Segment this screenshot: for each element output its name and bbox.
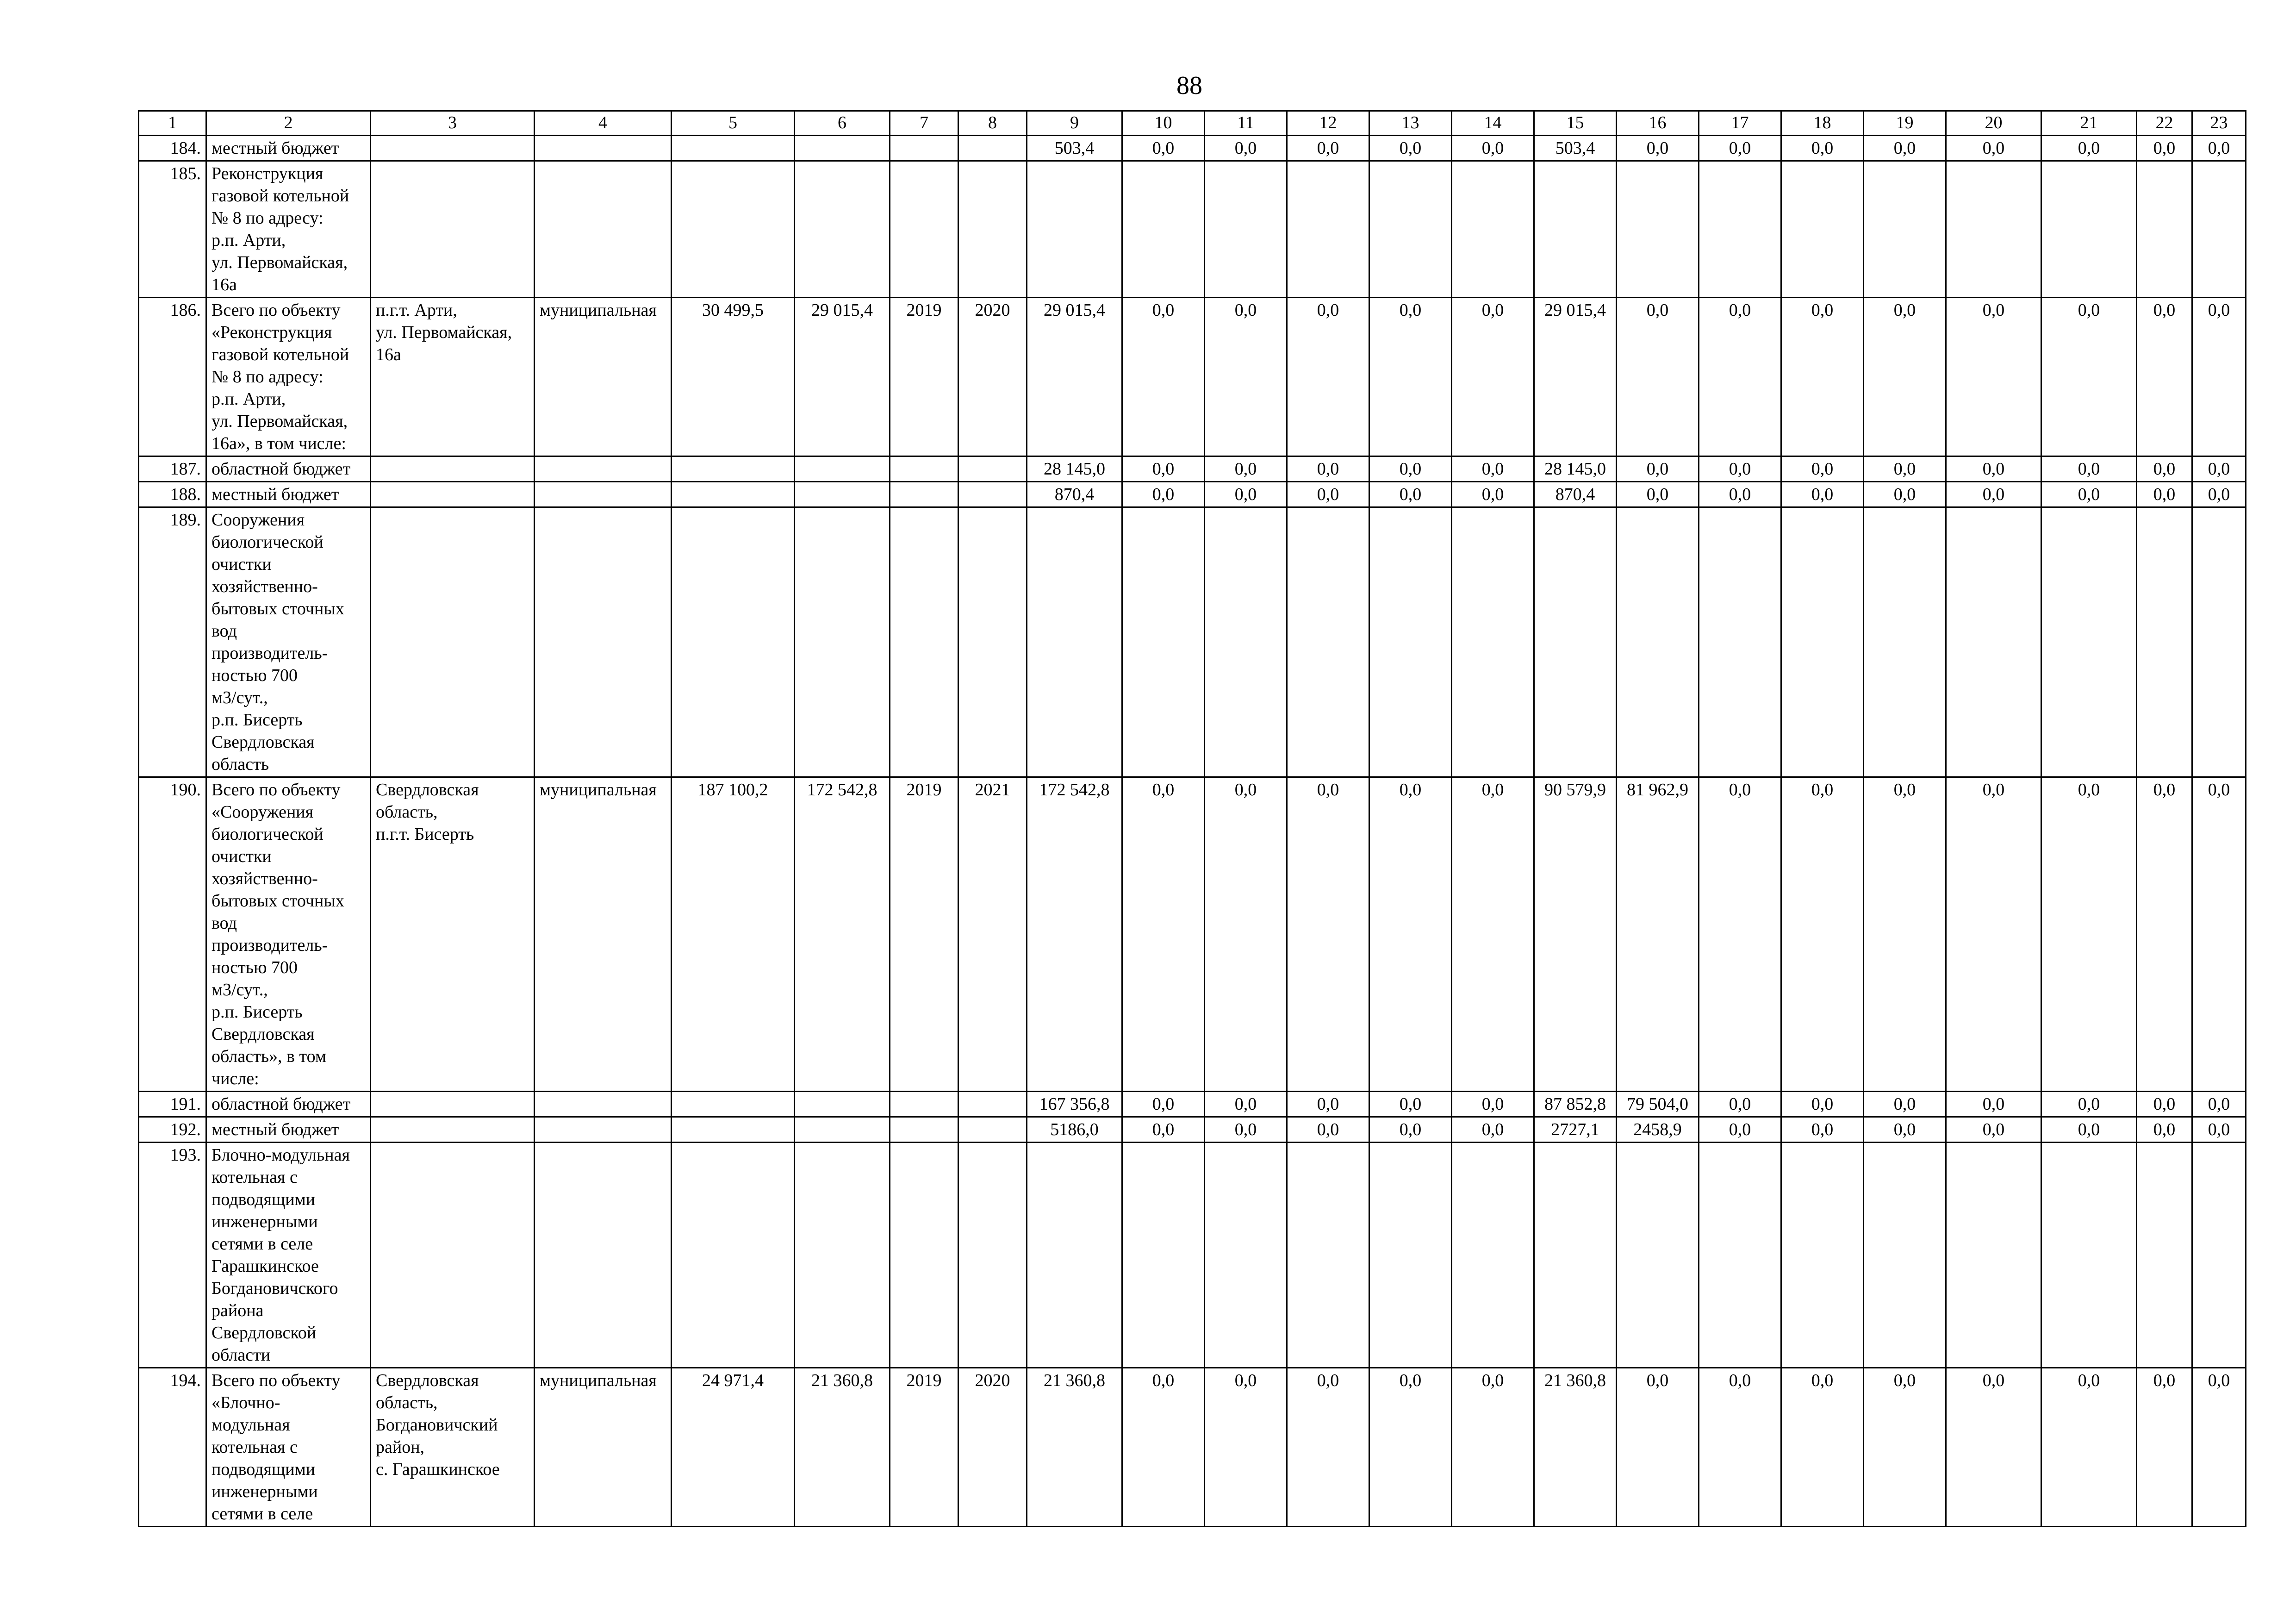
amount-cell: 0,0 bbox=[1122, 482, 1205, 507]
amount-cell: 0,0 bbox=[1287, 482, 1369, 507]
amount-cell bbox=[1534, 1143, 1617, 1368]
amount-cell: 81 962,9 bbox=[1617, 777, 1699, 1092]
amount-cell: 503,4 bbox=[1534, 136, 1617, 161]
end-year-cell bbox=[958, 1092, 1027, 1117]
amount-cell: 870,4 bbox=[1027, 482, 1122, 507]
ownership-cell bbox=[535, 136, 672, 161]
amount-cell: 0,0 bbox=[2137, 136, 2192, 161]
amount-cell: 0,0 bbox=[2041, 1092, 2137, 1117]
amount-cell bbox=[1699, 507, 1781, 777]
amount-cell: 0,0 bbox=[1864, 1092, 1946, 1117]
amount-cell: 0,0 bbox=[1452, 1368, 1534, 1527]
amount-cell: 0,0 bbox=[1617, 1368, 1699, 1527]
amount-cell: 0,0 bbox=[1699, 456, 1781, 482]
estimated-cost-cell bbox=[672, 507, 795, 777]
amount-cell bbox=[1205, 1143, 1287, 1368]
end-year-cell: 2021 bbox=[958, 777, 1027, 1092]
amount-cell bbox=[1946, 507, 2041, 777]
amount-cell bbox=[1122, 1143, 1205, 1368]
amount-cell: 0,0 bbox=[1781, 1092, 1864, 1117]
amount-cell: 503,4 bbox=[1027, 136, 1122, 161]
start-year-cell bbox=[890, 507, 958, 777]
ownership-cell bbox=[535, 1143, 672, 1368]
column-number-cell: 3 bbox=[371, 111, 535, 136]
amount-cell: 21 360,8 bbox=[1534, 1368, 1617, 1527]
amount-cell: 0,0 bbox=[1699, 298, 1781, 456]
column-number-cell: 6 bbox=[795, 111, 890, 136]
column-number-cell: 9 bbox=[1027, 111, 1122, 136]
ownership-cell bbox=[535, 1092, 672, 1117]
amount-cell: 0,0 bbox=[1205, 1117, 1287, 1143]
remaining-cost-cell bbox=[795, 1143, 890, 1368]
amount-cell: 0,0 bbox=[1452, 1117, 1534, 1143]
object-name-cell: областной бюджет bbox=[206, 456, 371, 482]
start-year-cell bbox=[890, 482, 958, 507]
amount-cell: 0,0 bbox=[1864, 1117, 1946, 1143]
address-cell bbox=[371, 136, 535, 161]
amount-cell: 0,0 bbox=[2192, 1368, 2246, 1527]
column-number-cell: 13 bbox=[1369, 111, 1452, 136]
ownership-cell: муниципальная bbox=[535, 298, 672, 456]
amount-cell: 0,0 bbox=[1122, 456, 1205, 482]
amount-cell: 28 145,0 bbox=[1027, 456, 1122, 482]
column-number-cell: 23 bbox=[2192, 111, 2246, 136]
column-number-cell: 4 bbox=[535, 111, 672, 136]
column-number-cell: 7 bbox=[890, 111, 958, 136]
row-number-cell: 191. bbox=[139, 1092, 206, 1117]
object-name-cell: местный бюджет bbox=[206, 1117, 371, 1143]
table-row bbox=[139, 777, 2246, 1092]
amount-cell: 0,0 bbox=[1617, 482, 1699, 507]
amount-cell: 0,0 bbox=[1699, 136, 1781, 161]
amount-cell: 0,0 bbox=[1864, 136, 1946, 161]
object-name-cell: Всего по объекту «Сооружения биологической очистки хозяйственно- бытовых сточных вод производитель- ностью 700 м3/сут., р.п. Бисерть Свердловская область», в том числе: bbox=[206, 777, 371, 1092]
object-name-cell: областной бюджет bbox=[206, 1092, 371, 1117]
amount-cell bbox=[1617, 1143, 1699, 1368]
amount-cell: 0,0 bbox=[1205, 1092, 1287, 1117]
amount-cell bbox=[1864, 1143, 1946, 1368]
estimated-cost-cell bbox=[672, 136, 795, 161]
amount-cell bbox=[2137, 1143, 2192, 1368]
end-year-cell bbox=[958, 161, 1027, 298]
amount-cell: 0,0 bbox=[2041, 777, 2137, 1092]
column-number-cell: 16 bbox=[1617, 111, 1699, 136]
amount-cell: 0,0 bbox=[2137, 1368, 2192, 1527]
amount-cell: 0,0 bbox=[1781, 777, 1864, 1092]
amount-cell bbox=[1781, 507, 1864, 777]
column-number-row bbox=[139, 111, 2246, 136]
remaining-cost-cell: 29 015,4 bbox=[795, 298, 890, 456]
address-cell bbox=[371, 161, 535, 298]
amount-cell bbox=[1864, 507, 1946, 777]
estimated-cost-cell bbox=[672, 1143, 795, 1368]
amount-cell: 0,0 bbox=[1287, 136, 1369, 161]
remaining-cost-cell: 172 542,8 bbox=[795, 777, 890, 1092]
amount-cell: 0,0 bbox=[1864, 1368, 1946, 1527]
amount-cell bbox=[1534, 507, 1617, 777]
amount-cell: 0,0 bbox=[1946, 298, 2041, 456]
column-number-cell: 5 bbox=[672, 111, 795, 136]
investment-table bbox=[138, 110, 2246, 1527]
amount-cell bbox=[1699, 161, 1781, 298]
amount-cell: 90 579,9 bbox=[1534, 777, 1617, 1092]
address-cell bbox=[371, 456, 535, 482]
amount-cell: 0,0 bbox=[1946, 1368, 2041, 1527]
amount-cell: 0,0 bbox=[1205, 482, 1287, 507]
amount-cell: 0,0 bbox=[1781, 456, 1864, 482]
amount-cell: 0,0 bbox=[1946, 777, 2041, 1092]
amount-cell bbox=[2137, 507, 2192, 777]
end-year-cell bbox=[958, 507, 1027, 777]
column-number-cell: 22 bbox=[2137, 111, 2192, 136]
row-number-cell: 187. bbox=[139, 456, 206, 482]
row-number-cell: 189. bbox=[139, 507, 206, 777]
start-year-cell bbox=[890, 161, 958, 298]
amount-cell: 0,0 bbox=[1122, 777, 1205, 1092]
estimated-cost-cell bbox=[672, 161, 795, 298]
end-year-cell bbox=[958, 482, 1027, 507]
amount-cell: 0,0 bbox=[1369, 136, 1452, 161]
column-number-cell: 12 bbox=[1287, 111, 1369, 136]
column-number-cell: 20 bbox=[1946, 111, 2041, 136]
column-number-cell: 8 bbox=[958, 111, 1027, 136]
amount-cell: 167 356,8 bbox=[1027, 1092, 1122, 1117]
start-year-cell: 2019 bbox=[890, 777, 958, 1092]
object-name-cell: Блочно-модульная котельная с подводящими инженерными сетями в селе Гарашкинское Богдановичского района Свердловской области bbox=[206, 1143, 371, 1368]
amount-cell bbox=[1369, 1143, 1452, 1368]
amount-cell: 0,0 bbox=[2192, 482, 2246, 507]
amount-cell bbox=[1781, 1143, 1864, 1368]
amount-cell: 0,0 bbox=[1617, 298, 1699, 456]
amount-cell bbox=[1617, 507, 1699, 777]
amount-cell: 0,0 bbox=[1781, 298, 1864, 456]
object-name-cell: местный бюджет bbox=[206, 482, 371, 507]
amount-cell bbox=[1781, 161, 1864, 298]
end-year-cell: 2020 bbox=[958, 1368, 1027, 1527]
amount-cell: 0,0 bbox=[2041, 1117, 2137, 1143]
row-number-cell: 192. bbox=[139, 1117, 206, 1143]
row-number-cell: 193. bbox=[139, 1143, 206, 1368]
amount-cell bbox=[1287, 1143, 1369, 1368]
estimated-cost-cell bbox=[672, 482, 795, 507]
amount-cell: 0,0 bbox=[1699, 777, 1781, 1092]
address-cell bbox=[371, 1092, 535, 1117]
remaining-cost-cell bbox=[795, 507, 890, 777]
table-row bbox=[139, 161, 2246, 298]
amount-cell bbox=[1617, 161, 1699, 298]
start-year-cell bbox=[890, 456, 958, 482]
address-cell: Свердловская область, п.г.т. Бисерть bbox=[371, 777, 535, 1092]
table-row bbox=[139, 456, 2246, 482]
amount-cell: 0,0 bbox=[1946, 1117, 2041, 1143]
amount-cell bbox=[1864, 161, 1946, 298]
amount-cell: 0,0 bbox=[1452, 456, 1534, 482]
object-name-cell: Реконструкция газовой котельной № 8 по адресу: р.п. Арти, ул. Первомайская, 16а bbox=[206, 161, 371, 298]
amount-cell: 0,0 bbox=[1287, 777, 1369, 1092]
amount-cell: 0,0 bbox=[1287, 1368, 1369, 1527]
column-number-cell: 17 bbox=[1699, 111, 1781, 136]
amount-cell: 0,0 bbox=[1781, 482, 1864, 507]
column-number-cell: 1 bbox=[139, 111, 206, 136]
start-year-cell bbox=[890, 136, 958, 161]
address-cell: Свердловская область, Богдановичский район, с. Гарашкинское bbox=[371, 1368, 535, 1527]
estimated-cost-cell: 24 971,4 bbox=[672, 1368, 795, 1527]
address-cell bbox=[371, 1117, 535, 1143]
amount-cell: 28 145,0 bbox=[1534, 456, 1617, 482]
estimated-cost-cell bbox=[672, 456, 795, 482]
end-year-cell bbox=[958, 1143, 1027, 1368]
row-number-cell: 185. bbox=[139, 161, 206, 298]
amount-cell bbox=[1287, 161, 1369, 298]
amount-cell: 0,0 bbox=[1122, 1117, 1205, 1143]
column-number-cell: 21 bbox=[2041, 111, 2137, 136]
table-row bbox=[139, 136, 2246, 161]
start-year-cell: 2019 bbox=[890, 1368, 958, 1527]
table-row bbox=[139, 507, 2246, 777]
remaining-cost-cell bbox=[795, 161, 890, 298]
amount-cell: 0,0 bbox=[2137, 482, 2192, 507]
amount-cell: 0,0 bbox=[1122, 298, 1205, 456]
amount-cell bbox=[1027, 161, 1122, 298]
table-body bbox=[139, 111, 2246, 1527]
amount-cell bbox=[2041, 507, 2137, 777]
amount-cell bbox=[1452, 507, 1534, 777]
address-cell bbox=[371, 507, 535, 777]
estimated-cost-cell bbox=[672, 1092, 795, 1117]
amount-cell: 0,0 bbox=[1781, 136, 1864, 161]
table-row bbox=[139, 482, 2246, 507]
amount-cell: 2727,1 bbox=[1534, 1117, 1617, 1143]
row-number-cell: 186. bbox=[139, 298, 206, 456]
amount-cell: 21 360,8 bbox=[1027, 1368, 1122, 1527]
amount-cell: 0,0 bbox=[1452, 482, 1534, 507]
amount-cell: 0,0 bbox=[2041, 298, 2137, 456]
amount-cell bbox=[1122, 507, 1205, 777]
amount-cell bbox=[1122, 161, 1205, 298]
estimated-cost-cell: 187 100,2 bbox=[672, 777, 795, 1092]
amount-cell: 0,0 bbox=[1864, 298, 1946, 456]
column-number-cell: 2 bbox=[206, 111, 371, 136]
amount-cell bbox=[1452, 161, 1534, 298]
table-row bbox=[139, 1117, 2246, 1143]
amount-cell bbox=[1369, 507, 1452, 777]
amount-cell: 0,0 bbox=[1699, 1368, 1781, 1527]
ownership-cell bbox=[535, 456, 672, 482]
amount-cell: 0,0 bbox=[1617, 456, 1699, 482]
object-name-cell: Всего по объекту «Блочно- модульная котельная с подводящими инженерными сетями в селе bbox=[206, 1368, 371, 1527]
start-year-cell bbox=[890, 1117, 958, 1143]
amount-cell: 0,0 bbox=[1946, 456, 2041, 482]
amount-cell bbox=[1452, 1143, 1534, 1368]
amount-cell: 0,0 bbox=[1369, 1092, 1452, 1117]
amount-cell: 0,0 bbox=[2137, 777, 2192, 1092]
amount-cell bbox=[1369, 161, 1452, 298]
amount-cell: 0,0 bbox=[1205, 298, 1287, 456]
amount-cell: 0,0 bbox=[1369, 1117, 1452, 1143]
page-number: 88 bbox=[1176, 71, 1202, 100]
amount-cell bbox=[1946, 1143, 2041, 1368]
remaining-cost-cell bbox=[795, 1092, 890, 1117]
amount-cell: 0,0 bbox=[2041, 136, 2137, 161]
object-name-cell: Всего по объекту «Реконструкция газовой котельной № 8 по адресу: р.п. Арти, ул. Первомайская, 16а», в том числе: bbox=[206, 298, 371, 456]
ownership-cell: муниципальная bbox=[535, 1368, 672, 1527]
amount-cell: 0,0 bbox=[2137, 1117, 2192, 1143]
amount-cell: 0,0 bbox=[2137, 456, 2192, 482]
amount-cell: 870,4 bbox=[1534, 482, 1617, 507]
end-year-cell bbox=[958, 136, 1027, 161]
ownership-cell bbox=[535, 507, 672, 777]
row-number-cell: 184. bbox=[139, 136, 206, 161]
table-row bbox=[139, 1092, 2246, 1117]
amount-cell bbox=[1205, 507, 1287, 777]
estimated-cost-cell: 30 499,5 bbox=[672, 298, 795, 456]
amount-cell bbox=[1946, 161, 2041, 298]
amount-cell: 0,0 bbox=[1369, 298, 1452, 456]
start-year-cell bbox=[890, 1092, 958, 1117]
column-number-cell: 15 bbox=[1534, 111, 1617, 136]
amount-cell: 0,0 bbox=[2137, 1092, 2192, 1117]
amount-cell: 0,0 bbox=[1452, 136, 1534, 161]
remaining-cost-cell bbox=[795, 482, 890, 507]
column-number-cell: 19 bbox=[1864, 111, 1946, 136]
amount-cell: 87 852,8 bbox=[1534, 1092, 1617, 1117]
end-year-cell bbox=[958, 456, 1027, 482]
amount-cell bbox=[1027, 507, 1122, 777]
amount-cell: 0,0 bbox=[1205, 456, 1287, 482]
amount-cell: 0,0 bbox=[1452, 298, 1534, 456]
amount-cell: 0,0 bbox=[2137, 298, 2192, 456]
amount-cell: 0,0 bbox=[1946, 482, 2041, 507]
object-name-cell: местный бюджет bbox=[206, 136, 371, 161]
amount-cell: 0,0 bbox=[1369, 456, 1452, 482]
remaining-cost-cell: 21 360,8 bbox=[795, 1368, 890, 1527]
amount-cell: 0,0 bbox=[1122, 136, 1205, 161]
end-year-cell: 2020 bbox=[958, 298, 1027, 456]
column-number-cell: 14 bbox=[1452, 111, 1534, 136]
remaining-cost-cell bbox=[795, 456, 890, 482]
amount-cell: 0,0 bbox=[2192, 298, 2246, 456]
remaining-cost-cell bbox=[795, 1117, 890, 1143]
amount-cell: 0,0 bbox=[1864, 456, 1946, 482]
amount-cell: 0,0 bbox=[1122, 1092, 1205, 1117]
remaining-cost-cell bbox=[795, 136, 890, 161]
table-row bbox=[139, 298, 2246, 456]
amount-cell: 0,0 bbox=[1122, 1368, 1205, 1527]
amount-cell: 0,0 bbox=[2192, 456, 2246, 482]
ownership-cell bbox=[535, 482, 672, 507]
amount-cell: 0,0 bbox=[1864, 482, 1946, 507]
amount-cell bbox=[2137, 161, 2192, 298]
address-cell: п.г.т. Арти, ул. Первомайская, 16а bbox=[371, 298, 535, 456]
column-number-cell: 18 bbox=[1781, 111, 1864, 136]
ownership-cell bbox=[535, 1117, 672, 1143]
amount-cell bbox=[1027, 1143, 1122, 1368]
amount-cell: 0,0 bbox=[2192, 1092, 2246, 1117]
amount-cell: 29 015,4 bbox=[1534, 298, 1617, 456]
start-year-cell: 2019 bbox=[890, 298, 958, 456]
amount-cell: 0,0 bbox=[1205, 136, 1287, 161]
amount-cell: 0,0 bbox=[1781, 1368, 1864, 1527]
amount-cell: 29 015,4 bbox=[1027, 298, 1122, 456]
amount-cell: 0,0 bbox=[1452, 1092, 1534, 1117]
amount-cell bbox=[1534, 161, 1617, 298]
amount-cell: 0,0 bbox=[1287, 1117, 1369, 1143]
amount-cell: 0,0 bbox=[1781, 1117, 1864, 1143]
amount-cell bbox=[1287, 507, 1369, 777]
amount-cell: 0,0 bbox=[1287, 1092, 1369, 1117]
amount-cell bbox=[2192, 507, 2246, 777]
amount-cell: 5186,0 bbox=[1027, 1117, 1122, 1143]
amount-cell: 0,0 bbox=[1369, 1368, 1452, 1527]
object-name-cell: Сооружения биологической очистки хозяйственно- бытовых сточных вод производитель- ностью 700 м3/сут., р.п. Бисерть Свердловская область bbox=[206, 507, 371, 777]
amount-cell: 0,0 bbox=[1699, 1092, 1781, 1117]
column-number-cell: 11 bbox=[1205, 111, 1287, 136]
amount-cell: 0,0 bbox=[1946, 136, 2041, 161]
amount-cell bbox=[1699, 1143, 1781, 1368]
amount-cell: 2458,9 bbox=[1617, 1117, 1699, 1143]
address-cell bbox=[371, 1143, 535, 1368]
amount-cell: 0,0 bbox=[1369, 482, 1452, 507]
amount-cell bbox=[2041, 1143, 2137, 1368]
amount-cell: 0,0 bbox=[1699, 1117, 1781, 1143]
row-number-cell: 190. bbox=[139, 777, 206, 1092]
amount-cell: 0,0 bbox=[2192, 136, 2246, 161]
amount-cell: 0,0 bbox=[1617, 136, 1699, 161]
amount-cell: 0,0 bbox=[1205, 1368, 1287, 1527]
amount-cell: 172 542,8 bbox=[1027, 777, 1122, 1092]
amount-cell: 0,0 bbox=[1946, 1092, 2041, 1117]
amount-cell: 0,0 bbox=[1369, 777, 1452, 1092]
amount-cell bbox=[2041, 161, 2137, 298]
amount-cell: 79 504,0 bbox=[1617, 1092, 1699, 1117]
column-number-cell: 10 bbox=[1122, 111, 1205, 136]
amount-cell: 0,0 bbox=[2041, 1368, 2137, 1527]
amount-cell bbox=[1205, 161, 1287, 298]
amount-cell: 0,0 bbox=[1287, 298, 1369, 456]
start-year-cell bbox=[890, 1143, 958, 1368]
amount-cell bbox=[2192, 161, 2246, 298]
ownership-cell: муниципальная bbox=[535, 777, 672, 1092]
amount-cell: 0,0 bbox=[2192, 777, 2246, 1092]
estimated-cost-cell bbox=[672, 1117, 795, 1143]
row-number-cell: 194. bbox=[139, 1368, 206, 1527]
address-cell bbox=[371, 482, 535, 507]
amount-cell: 0,0 bbox=[2041, 482, 2137, 507]
amount-cell: 0,0 bbox=[2192, 1117, 2246, 1143]
amount-cell: 0,0 bbox=[1699, 482, 1781, 507]
ownership-cell bbox=[535, 161, 672, 298]
end-year-cell bbox=[958, 1117, 1027, 1143]
amount-cell: 0,0 bbox=[1287, 456, 1369, 482]
amount-cell: 0,0 bbox=[1205, 777, 1287, 1092]
row-number-cell: 188. bbox=[139, 482, 206, 507]
table-row bbox=[139, 1143, 2246, 1368]
amount-cell: 0,0 bbox=[2041, 456, 2137, 482]
amount-cell bbox=[2192, 1143, 2246, 1368]
amount-cell: 0,0 bbox=[1864, 777, 1946, 1092]
amount-cell: 0,0 bbox=[1452, 777, 1534, 1092]
table-row bbox=[139, 1368, 2246, 1527]
